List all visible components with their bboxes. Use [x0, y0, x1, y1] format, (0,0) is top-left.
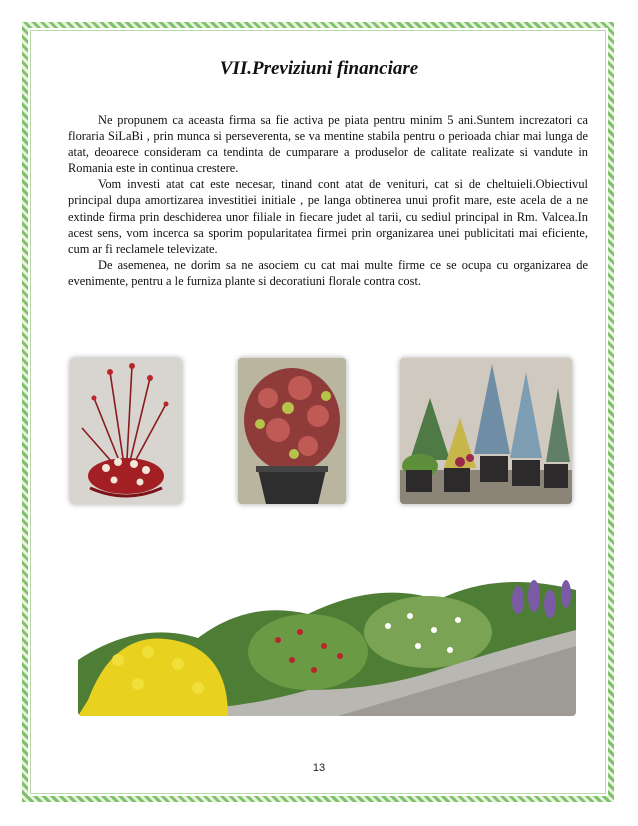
page-number: 13	[312, 762, 326, 774]
floral-arrangement-illustration	[70, 358, 182, 504]
garden-border-illustration	[78, 560, 576, 716]
paragraph-1: Ne propunem ca aceasta firma sa fie activa pe piata pentru minim 5 ani.Suntem increzatori ca floraria SiLaBi , prin munca si perseverenta, se va mentine stabila pentru o perioada chiar mai lunga de atat, deoarece consideram ca tendinta de cumparare a produselor de calitate realizate si vandute in Romania este in continua crestere.	[68, 113, 588, 176]
floral-arrangement-photo	[70, 358, 182, 504]
potted-shrub-photo	[238, 358, 346, 504]
potted-shrub-illustration	[238, 358, 346, 504]
potted-conifers-illustration	[400, 358, 572, 504]
garden-border-drawing	[78, 560, 576, 716]
page-title: VII.Previziuni financiare	[219, 58, 419, 79]
body-text	[68, 112, 588, 289]
paragraph-3: De asemenea, ne dorim sa ne asociem cu cat mai multe firme ce se ocupa cu organizarea de evenimente, pentru a le furniza plante si decoratiuni florale contra cost.	[68, 257, 588, 288]
paragraph-2: Vom investi atat cat este necesar, tinand cont atat de venituri, cat si de cheltuieli.Obiectivul principal dupa amortizarea investitiei initiale , pe langa obtinerea unui profit mare, este acela de a ne extinde firma prin deschiderea unor filiale in fiecare judet al tarii, cu sediul principal in Rm. Valcea.In acest sens, vom incerca sa sporim popularitatea firmei prin organizarea unei publicitati mai eficiente, cum ar fi reclamele televizate.	[68, 177, 588, 256]
potted-conifers-photo	[400, 358, 572, 504]
